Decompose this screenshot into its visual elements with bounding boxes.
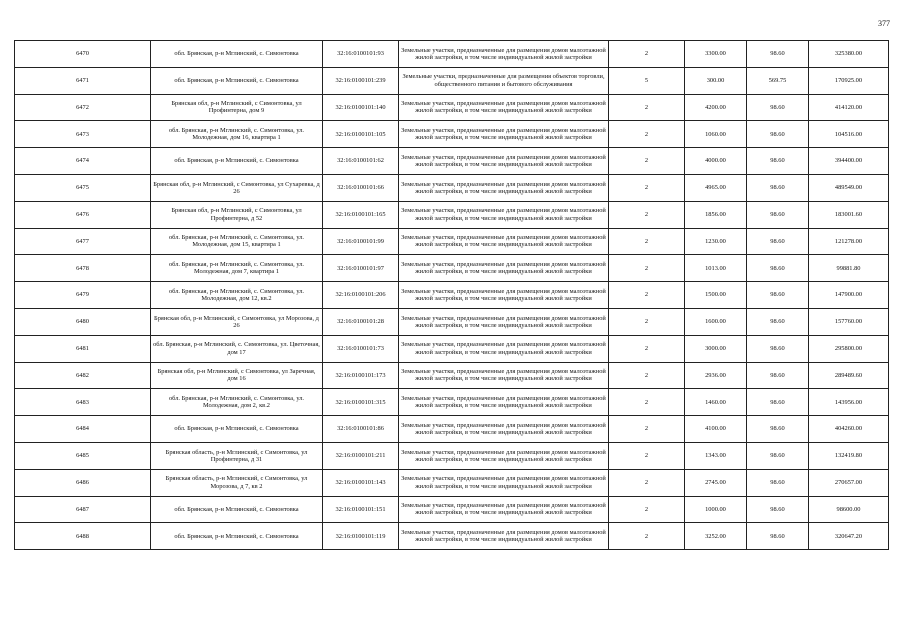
table-row: [15, 308, 889, 335]
table-row: [15, 255, 889, 282]
address-cell: обл. Брянская, р-н Мглинский, с. Симонтовка: [151, 148, 323, 175]
category-cell: 2: [609, 41, 685, 68]
land-use-cell: Земельные участки, предназначенные для размещения домов малоэтажной жилой застройки, в том числе индивидуальной жилой застройки: [399, 201, 609, 228]
area-cell: 2936.00: [685, 362, 747, 389]
cadastral-value-cell: 320647.20: [809, 523, 889, 550]
specific-value-cell: 98.60: [747, 442, 809, 469]
table-row: [15, 362, 889, 389]
row-number-cell: 6483: [15, 389, 151, 416]
row-number-cell: 6485: [15, 442, 151, 469]
cadastral-value-cell: 132419.80: [809, 442, 889, 469]
cadastral-value-cell: 489549.00: [809, 174, 889, 201]
area-cell: 1013.00: [685, 255, 747, 282]
category-cell: 2: [609, 255, 685, 282]
address-cell: Брянская обл, р-н Мглинский, с Симонтовка, ул Профинтерна, д 52: [151, 201, 323, 228]
cadastral-value-cell: 147900.00: [809, 282, 889, 309]
land-use-cell: Земельные участки, предназначенные для размещения домов малоэтажной жилой застройки, в том числе индивидуальной жилой застройки: [399, 308, 609, 335]
category-cell: 2: [609, 201, 685, 228]
specific-value-cell: 98.60: [747, 148, 809, 175]
area-cell: 2745.00: [685, 469, 747, 496]
table-row: [15, 228, 889, 255]
cadastral-value-cell: 170925.00: [809, 67, 889, 94]
address-cell: Брянская обл, р-н Мглинский, с Симонтовка, ул Заречная, дом 16: [151, 362, 323, 389]
area-cell: 1856.00: [685, 201, 747, 228]
category-cell: 5: [609, 67, 685, 94]
address-cell: обл. Брянская, р-н Мглинский, с. Симонтовка: [151, 496, 323, 523]
specific-value-cell: 569.75: [747, 67, 809, 94]
land-use-cell: Земельные участки, предназначенные для размещения домов малоэтажной жилой застройки, в том числе индивидуальной жилой застройки: [399, 228, 609, 255]
table-row: [15, 523, 889, 550]
land-use-cell: Земельные участки, предназначенные для размещения домов малоэтажной жилой застройки, в том числе индивидуальной жилой застройки: [399, 335, 609, 362]
cadastral-value-cell: 270657.00: [809, 469, 889, 496]
table-row: [15, 282, 889, 309]
area-cell: 1343.00: [685, 442, 747, 469]
cadastral-number-cell: 32:16:0100101:239: [323, 67, 399, 94]
address-cell: Брянская обл, р-н Мглинский, с Симонтовка, ул Сухаревка, д 26: [151, 174, 323, 201]
table-row: [15, 67, 889, 94]
table-row: [15, 41, 889, 68]
area-cell: 3300.00: [685, 41, 747, 68]
row-number-cell: 6484: [15, 416, 151, 443]
land-use-cell: Земельные участки, предназначенные для размещения домов малоэтажной жилой застройки, в том числе индивидуальной жилой застройки: [399, 442, 609, 469]
category-cell: 2: [609, 523, 685, 550]
address-cell: обл. Брянская, р-н Мглинский, с. Симонтовка, ул. Молодежная, дом 16, квартира 1: [151, 121, 323, 148]
row-number-cell: 6470: [15, 41, 151, 68]
cadastral-number-cell: 32:16:0100101:211: [323, 442, 399, 469]
category-cell: 2: [609, 335, 685, 362]
category-cell: 2: [609, 416, 685, 443]
category-cell: 2: [609, 282, 685, 309]
table-row: [15, 148, 889, 175]
specific-value-cell: 98.60: [747, 121, 809, 148]
category-cell: 2: [609, 94, 685, 121]
cadastral-number-cell: 32:16:0100101:105: [323, 121, 399, 148]
address-cell: Брянская обл, р-н Мглинский, с Симонтовка, ул Морозова, д 26: [151, 308, 323, 335]
category-cell: 2: [609, 228, 685, 255]
land-use-cell: Земельные участки, предназначенные для размещения домов малоэтажной жилой застройки, в том числе индивидуальной жилой застройки: [399, 94, 609, 121]
cadastral-value-cell: 157760.00: [809, 308, 889, 335]
address-cell: обл. Брянская, р-н Мглинский, с. Симонтовка, ул. Молодежная, дом 7, квартира 1: [151, 255, 323, 282]
cadastral-value-cell: 414120.00: [809, 94, 889, 121]
specific-value-cell: 98.60: [747, 308, 809, 335]
category-cell: 2: [609, 174, 685, 201]
table-row: [15, 416, 889, 443]
row-number-cell: 6477: [15, 228, 151, 255]
land-use-cell: Земельные участки, предназначенные для размещения домов малоэтажной жилой застройки, в том числе индивидуальной жилой застройки: [399, 362, 609, 389]
cadastral-number-cell: 32:16:0100101:143: [323, 469, 399, 496]
row-number-cell: 6471: [15, 67, 151, 94]
specific-value-cell: 98.60: [747, 94, 809, 121]
row-number-cell: 6480: [15, 308, 151, 335]
registry-table: [14, 40, 889, 550]
cadastral-value-cell: 183001.60: [809, 201, 889, 228]
address-cell: Брянская обл, р-н Мглинский, с Симонтовка, ул Профинтерна, дом 9: [151, 94, 323, 121]
table-row: [15, 496, 889, 523]
land-use-cell: Земельные участки, предназначенные для размещения домов малоэтажной жилой застройки, в том числе индивидуальной жилой застройки: [399, 121, 609, 148]
specific-value-cell: 98.60: [747, 255, 809, 282]
specific-value-cell: 98.60: [747, 496, 809, 523]
cadastral-value-cell: 99881.80: [809, 255, 889, 282]
cadastral-number-cell: 32:16:0100101:86: [323, 416, 399, 443]
specific-value-cell: 98.60: [747, 416, 809, 443]
address-cell: обл. Брянская, р-н Мглинский, с. Симонтовка, ул. Молодежная, дом 15, квартира 1: [151, 228, 323, 255]
row-number-cell: 6488: [15, 523, 151, 550]
address-cell: обл. Брянская, р-н Мглинский, с. Симонтовка, ул. Молодежная, дом 12, кв.2: [151, 282, 323, 309]
row-number-cell: 6482: [15, 362, 151, 389]
area-cell: 3252.00: [685, 523, 747, 550]
land-use-cell: Земельные участки, предназначенные для размещения домов малоэтажной жилой застройки, в том числе индивидуальной жилой застройки: [399, 469, 609, 496]
area-cell: 4200.00: [685, 94, 747, 121]
cadastral-value-cell: 325380.00: [809, 41, 889, 68]
category-cell: 2: [609, 362, 685, 389]
row-number-cell: 6479: [15, 282, 151, 309]
land-use-cell: Земельные участки, предназначенные для размещения домов малоэтажной жилой застройки, в том числе индивидуальной жилой застройки: [399, 389, 609, 416]
table-row: [15, 469, 889, 496]
cadastral-number-cell: 32:16:0100101:73: [323, 335, 399, 362]
area-cell: 4000.00: [685, 148, 747, 175]
cadastral-value-cell: 104516.00: [809, 121, 889, 148]
specific-value-cell: 98.60: [747, 41, 809, 68]
cadastral-number-cell: 32:16:0100101:99: [323, 228, 399, 255]
cadastral-number-cell: 32:16:0100101:93: [323, 41, 399, 68]
area-cell: 3000.00: [685, 335, 747, 362]
table-row: [15, 121, 889, 148]
specific-value-cell: 98.60: [747, 362, 809, 389]
address-cell: обл. Брянская, р-н Мглинский, с. Симонтовка: [151, 67, 323, 94]
specific-value-cell: 98.60: [747, 201, 809, 228]
area-cell: 4965.00: [685, 174, 747, 201]
specific-value-cell: 98.60: [747, 174, 809, 201]
cadastral-number-cell: 32:16:0100101:173: [323, 362, 399, 389]
cadastral-number-cell: 32:16:0100101:28: [323, 308, 399, 335]
address-cell: Брянская область, р-н Мглинский, с Симонтовка, ул Морозова, д 7, кв 2: [151, 469, 323, 496]
row-number-cell: 6478: [15, 255, 151, 282]
land-use-cell: Земельные участки, предназначенные для размещения домов малоэтажной жилой застройки, в том числе индивидуальной жилой застройки: [399, 416, 609, 443]
address-cell: Брянская область, р-н Мглинский, с Симонтовка, ул Профинтерна, д 31: [151, 442, 323, 469]
row-number-cell: 6487: [15, 496, 151, 523]
cadastral-value-cell: 404260.00: [809, 416, 889, 443]
category-cell: 2: [609, 121, 685, 148]
row-number-cell: 6473: [15, 121, 151, 148]
address-cell: обл. Брянская, р-н Мглинский, с. Симонтовка: [151, 416, 323, 443]
cadastral-value-cell: 394400.00: [809, 148, 889, 175]
specific-value-cell: 98.60: [747, 389, 809, 416]
land-use-cell: Земельные участки, предназначенные для размещения домов малоэтажной жилой застройки, в том числе индивидуальной жилой застройки: [399, 282, 609, 309]
cadastral-value-cell: 289489.60: [809, 362, 889, 389]
address-cell: обл. Брянская, р-н Мглинский, с. Симонтовка, ул. Молодежная, дом 2, кв.2: [151, 389, 323, 416]
specific-value-cell: 98.60: [747, 282, 809, 309]
specific-value-cell: 98.60: [747, 523, 809, 550]
category-cell: 2: [609, 389, 685, 416]
cadastral-number-cell: 32:16:0100101:165: [323, 201, 399, 228]
cadastral-value-cell: 98600.00: [809, 496, 889, 523]
land-use-cell: Земельные участки, предназначенные для размещения объектов торговли, общественного питания и бытового обслуживания: [399, 67, 609, 94]
row-number-cell: 6475: [15, 174, 151, 201]
address-cell: обл. Брянская, р-н Мглинский, с. Симонтовка: [151, 41, 323, 68]
specific-value-cell: 98.60: [747, 335, 809, 362]
cadastral-number-cell: 32:16:0100101:66: [323, 174, 399, 201]
area-cell: 1230.00: [685, 228, 747, 255]
category-cell: 2: [609, 496, 685, 523]
specific-value-cell: 98.60: [747, 469, 809, 496]
table-row: [15, 335, 889, 362]
row-number-cell: 6486: [15, 469, 151, 496]
table-row: [15, 201, 889, 228]
land-use-cell: Земельные участки, предназначенные для размещения домов малоэтажной жилой застройки, в том числе индивидуальной жилой застройки: [399, 496, 609, 523]
table-row: [15, 174, 889, 201]
land-use-cell: Земельные участки, предназначенные для размещения домов малоэтажной жилой застройки, в том числе индивидуальной жилой застройки: [399, 41, 609, 68]
category-cell: 2: [609, 469, 685, 496]
row-number-cell: 6474: [15, 148, 151, 175]
table-row: [15, 389, 889, 416]
land-use-cell: Земельные участки, предназначенные для размещения домов малоэтажной жилой застройки, в том числе индивидуальной жилой застройки: [399, 174, 609, 201]
table-row: [15, 94, 889, 121]
cadastral-number-cell: 32:16:0100101:206: [323, 282, 399, 309]
address-cell: обл. Брянская, р-н Мглинский, с. Симонтовка, ул. Цветочная, дом 17: [151, 335, 323, 362]
row-number-cell: 6476: [15, 201, 151, 228]
cadastral-value-cell: 143956.00: [809, 389, 889, 416]
area-cell: 1000.00: [685, 496, 747, 523]
page-number: 377: [878, 19, 890, 28]
category-cell: 2: [609, 308, 685, 335]
area-cell: 4100.00: [685, 416, 747, 443]
category-cell: 2: [609, 148, 685, 175]
area-cell: 1500.00: [685, 282, 747, 309]
row-number-cell: 6481: [15, 335, 151, 362]
area-cell: 1460.00: [685, 389, 747, 416]
cadastral-number-cell: 32:16:0100101:151: [323, 496, 399, 523]
cadastral-value-cell: 121278.00: [809, 228, 889, 255]
specific-value-cell: 98.60: [747, 228, 809, 255]
area-cell: 1060.00: [685, 121, 747, 148]
category-cell: 2: [609, 442, 685, 469]
land-use-cell: Земельные участки, предназначенные для размещения домов малоэтажной жилой застройки, в том числе индивидуальной жилой застройки: [399, 523, 609, 550]
land-use-cell: Земельные участки, предназначенные для размещения домов малоэтажной жилой застройки, в том числе индивидуальной жилой застройки: [399, 255, 609, 282]
cadastral-number-cell: 32:16:0100101:140: [323, 94, 399, 121]
cadastral-number-cell: 32:16:0100101:97: [323, 255, 399, 282]
registry-body: [15, 41, 889, 550]
area-cell: 300.00: [685, 67, 747, 94]
cadastral-value-cell: 295800.00: [809, 335, 889, 362]
cadastral-number-cell: 32:16:0100101:119: [323, 523, 399, 550]
address-cell: обл. Брянская, р-н Мглинский, с. Симонтовка: [151, 523, 323, 550]
cadastral-number-cell: 32:16:0100101:315: [323, 389, 399, 416]
cadastral-number-cell: 32:16:0100101:62: [323, 148, 399, 175]
row-number-cell: 6472: [15, 94, 151, 121]
area-cell: 1600.00: [685, 308, 747, 335]
table-row: [15, 442, 889, 469]
land-use-cell: Земельные участки, предназначенные для размещения домов малоэтажной жилой застройки, в том числе индивидуальной жилой застройки: [399, 148, 609, 175]
